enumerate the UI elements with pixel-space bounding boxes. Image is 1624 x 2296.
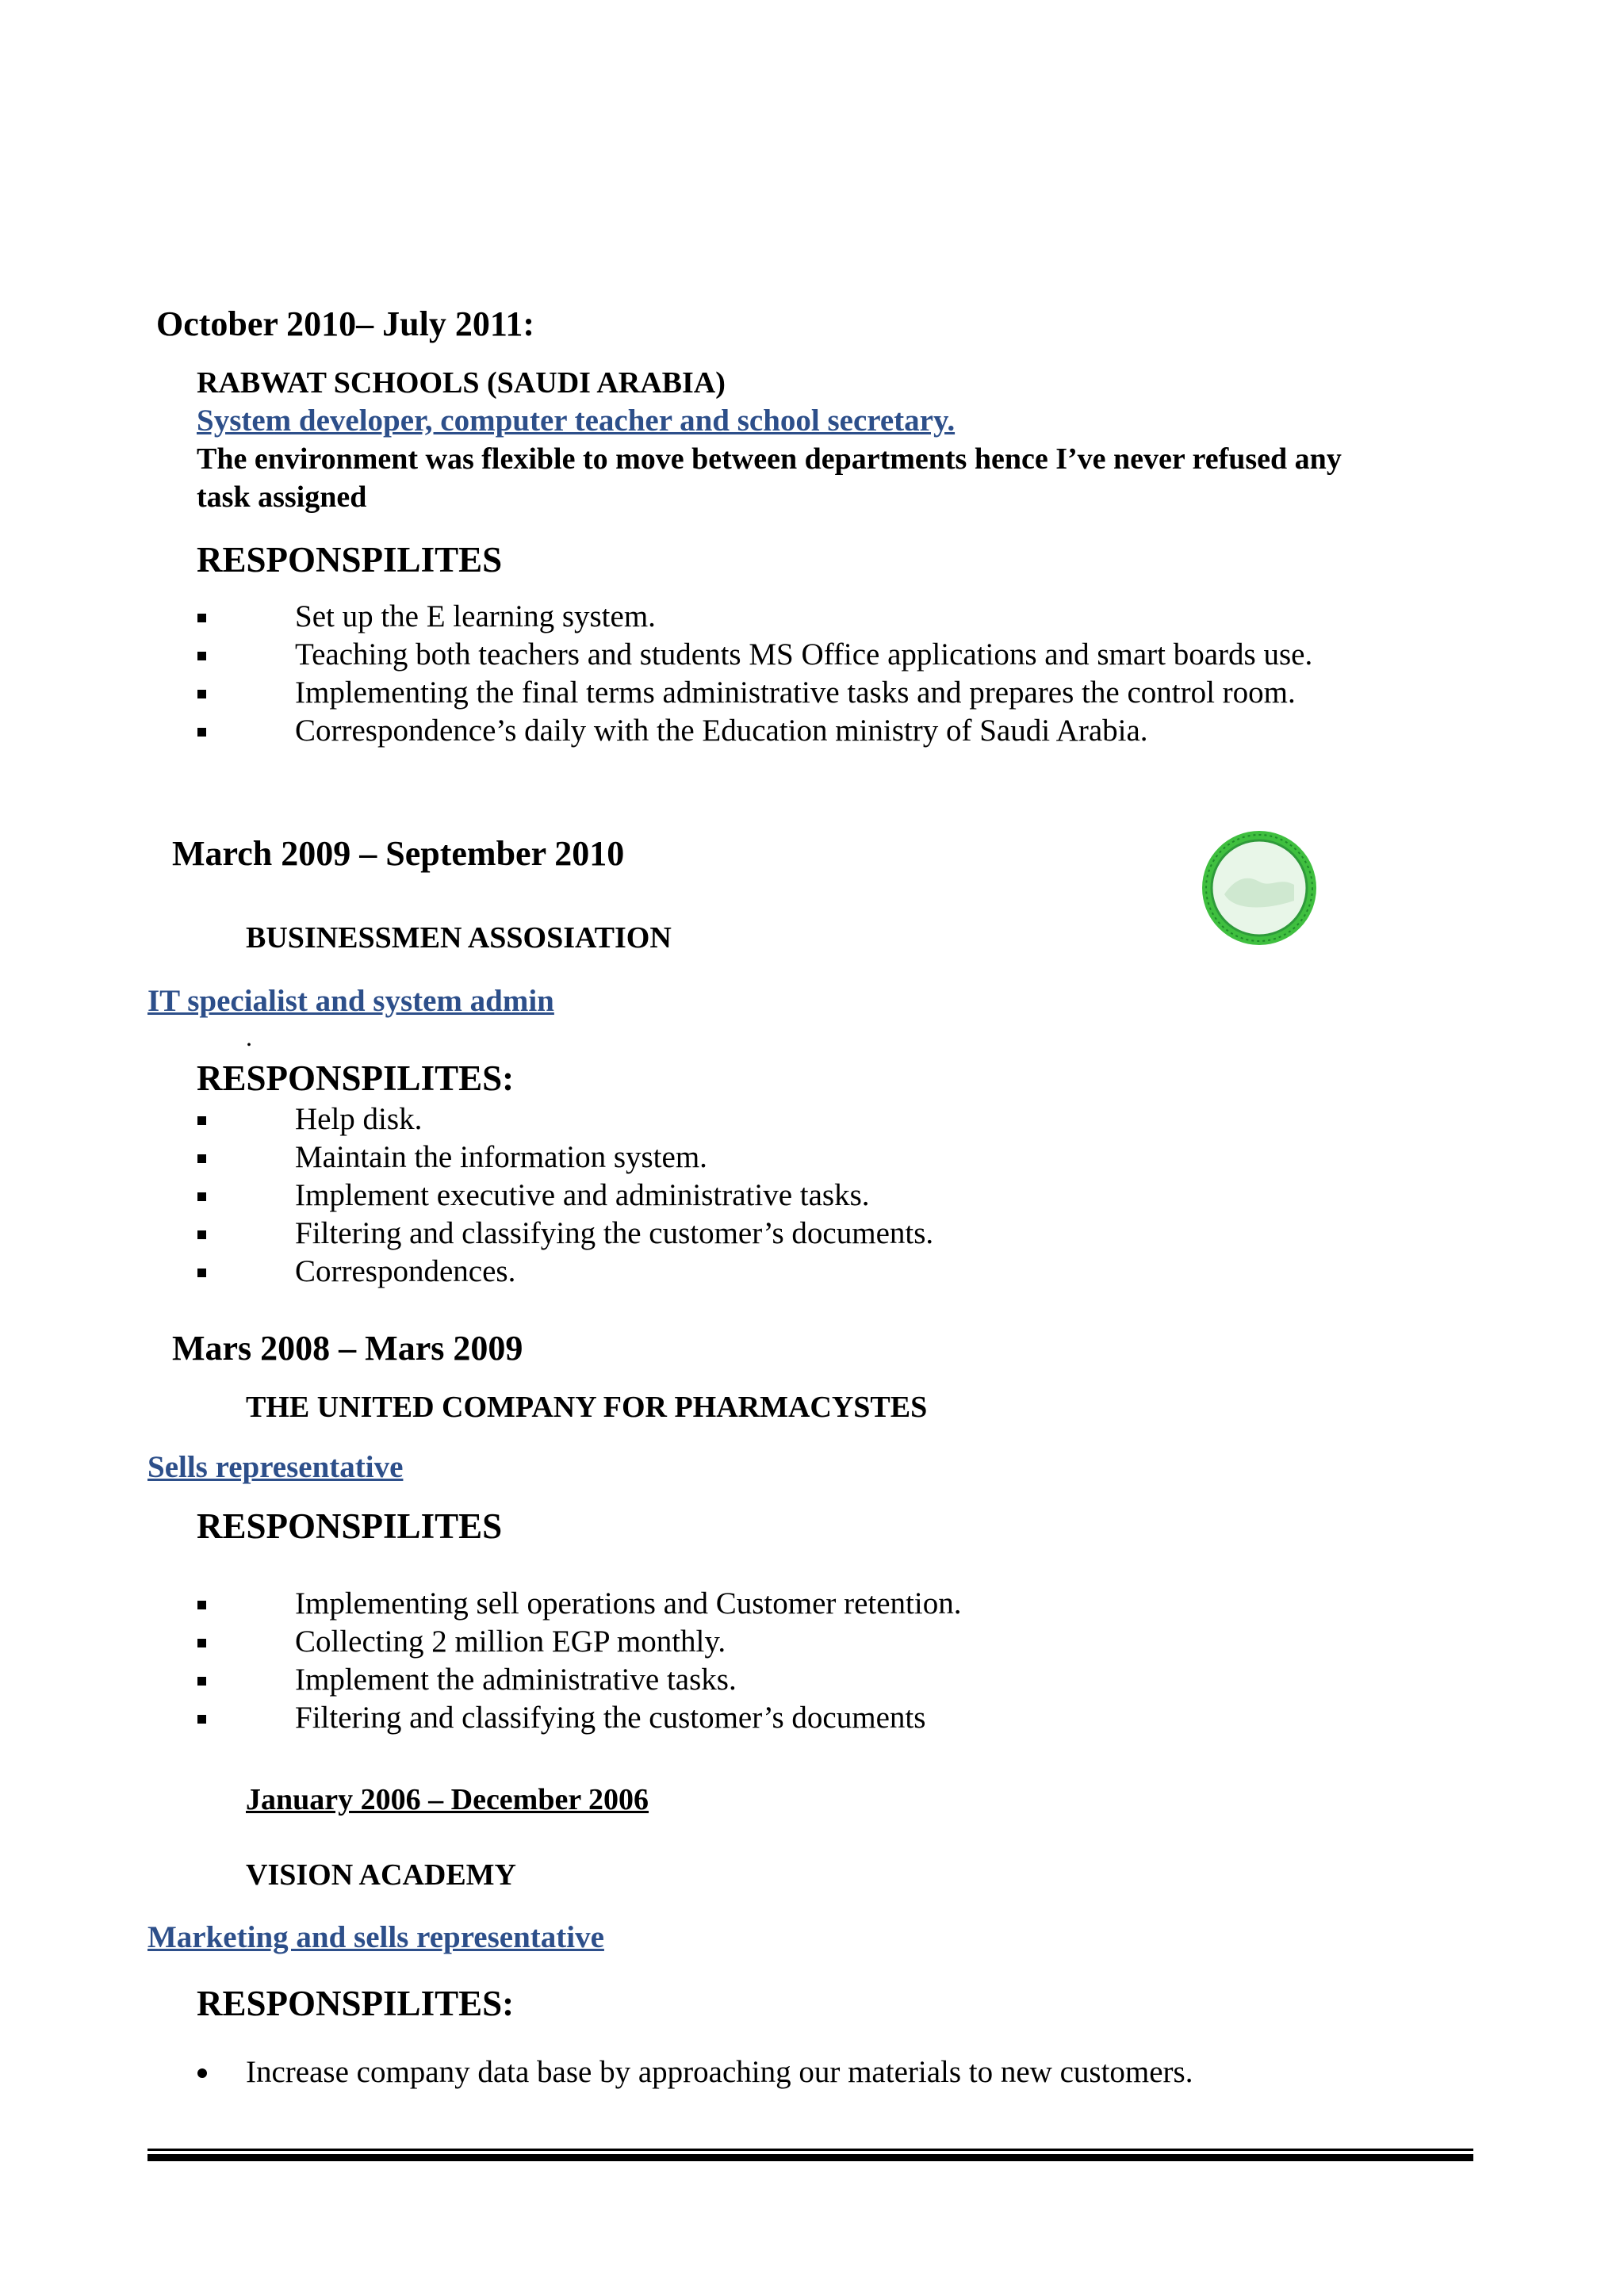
section-1-heading: RESPONSPILITES (197, 540, 503, 580)
list-item: Correspondences. (197, 1253, 1362, 1291)
square-bullet-icon (197, 1154, 206, 1163)
section-2-stray-mark: . (246, 1023, 252, 1051)
organization-seal-icon (1201, 829, 1318, 947)
section-1-list (197, 598, 1362, 750)
list-item: Correspondence’s daily with the Education ministry of Saudi Arabia. (197, 712, 1362, 750)
section-1-note: The environment was flexible to move between departments hence I’ve never refused any task assigned (197, 442, 1342, 514)
list-item: Teaching both teachers and students MS Office applications and smart boards use. (197, 636, 1362, 674)
section-4-heading: RESPONSPILITES: (197, 1984, 515, 2023)
list-item: Implementing the final terms administrative tasks and prepares the control room. (197, 674, 1362, 712)
section-4-list (197, 2053, 1362, 2091)
list-item: Implement the administrative tasks. (197, 1661, 1362, 1699)
section-2-company: BUSINESSMEN ASSOSIATION (246, 921, 672, 955)
square-bullet-icon (197, 690, 206, 698)
square-bullet-icon (197, 1192, 206, 1201)
section-4-date: January 2006 – December 2006 (246, 1783, 649, 1816)
section-4-role: Marketing and sells representative (147, 1920, 604, 1954)
section-1-company: RABWAT SCHOOLS (SAUDI ARABIA) (197, 366, 726, 400)
square-bullet-icon (197, 728, 206, 737)
list-item: Filtering and classifying the customer’s documents (197, 1699, 1362, 1737)
list-item: Implementing sell operations and Customer retention. (197, 1585, 1362, 1623)
section-2-role: IT specialist and system admin (147, 984, 554, 1018)
list-item: Filtering and classifying the customer’s documents. (197, 1215, 1362, 1253)
footer-rule-thin (147, 2149, 1473, 2151)
list-item: Maintain the information system. (197, 1138, 1362, 1177)
square-bullet-icon (197, 1715, 206, 1724)
section-3-date: Mars 2008 – Mars 2009 (172, 1329, 523, 1368)
list-item: Help disk. (197, 1100, 1362, 1138)
section-1-date: October 2010– July 2011: (156, 304, 535, 343)
section-3-role: Sells representative (147, 1450, 404, 1484)
square-bullet-icon (197, 1601, 206, 1609)
square-bullet-icon (197, 1230, 206, 1239)
section-2-heading: RESPONSPILITES: (197, 1058, 515, 1098)
list-item: Increase company data base by approaching our materials to new customers. (197, 2053, 1362, 2091)
section-3-company: THE UNITED COMPANY FOR PHARMACYSTES (246, 1391, 928, 1424)
section-3-list (197, 1585, 1362, 1737)
square-bullet-icon (197, 1639, 206, 1647)
list-item: Implement executive and administrative tasks. (197, 1177, 1362, 1215)
square-bullet-icon (197, 652, 206, 660)
section-2-date: March 2009 – September 2010 (172, 834, 625, 873)
section-2-list (197, 1100, 1362, 1291)
square-bullet-icon (197, 614, 206, 622)
section-4-company: VISION ACADEMY (246, 1858, 516, 1892)
square-bullet-icon (197, 1116, 206, 1125)
footer-rule-thick (147, 2154, 1473, 2161)
square-bullet-icon (197, 1677, 206, 1686)
list-item: Collecting 2 million EGP monthly. (197, 1623, 1362, 1661)
section-1-role: System developer, computer teacher and school secretary. (197, 404, 956, 438)
round-bullet-icon (197, 2068, 207, 2078)
square-bullet-icon (197, 1269, 206, 1277)
section-3-heading: RESPONSPILITES (197, 1506, 503, 1546)
list-item: Set up the E learning system. (197, 598, 1362, 636)
